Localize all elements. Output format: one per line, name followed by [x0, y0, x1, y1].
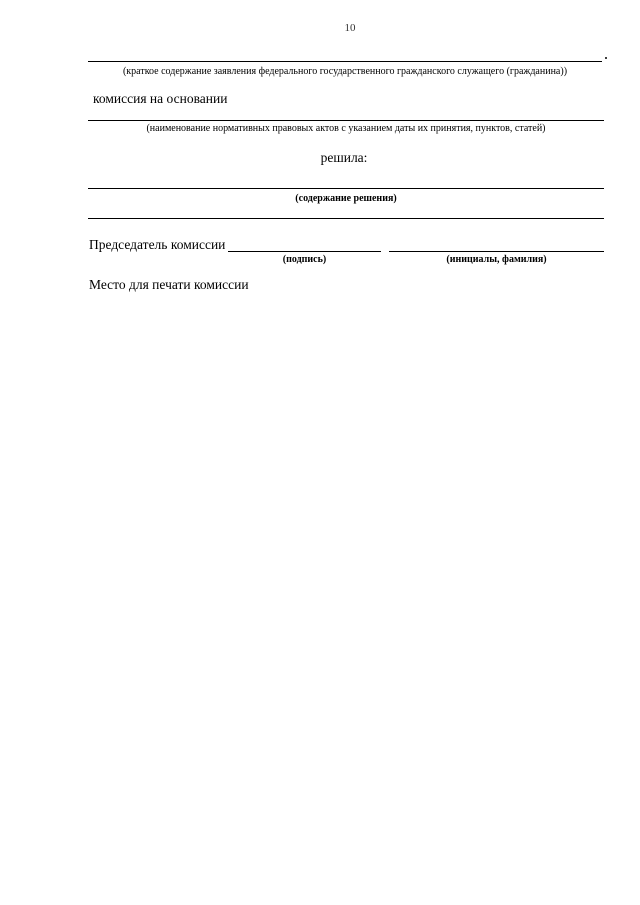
statement-line	[88, 61, 602, 62]
signature-line	[228, 251, 381, 252]
statement-caption: (краткое содержание заявления федерального государственного гражданского служащего (гражданина))	[122, 66, 568, 77]
seal-place-label: Место для печати комиссии	[89, 277, 249, 292]
stray-mark	[605, 57, 607, 59]
chairman-label: Председатель комиссии	[89, 237, 226, 252]
signature-caption: (подпись)	[282, 254, 327, 265]
decided-label: решила:	[320, 150, 368, 165]
page-number: 10	[344, 22, 356, 34]
initials-line	[389, 251, 604, 252]
decision-line	[88, 188, 604, 189]
decision-caption: (содержание решения)	[295, 193, 397, 204]
decision-line-2	[88, 218, 604, 219]
basis-caption: (наименование нормативных правовых актов с указанием даты их принятия, пунктов, статей)	[146, 123, 546, 134]
initials-caption: (инициалы, фамилия)	[446, 254, 547, 265]
basis-line	[88, 120, 604, 121]
basis-intro: комиссия на основании	[93, 91, 228, 106]
